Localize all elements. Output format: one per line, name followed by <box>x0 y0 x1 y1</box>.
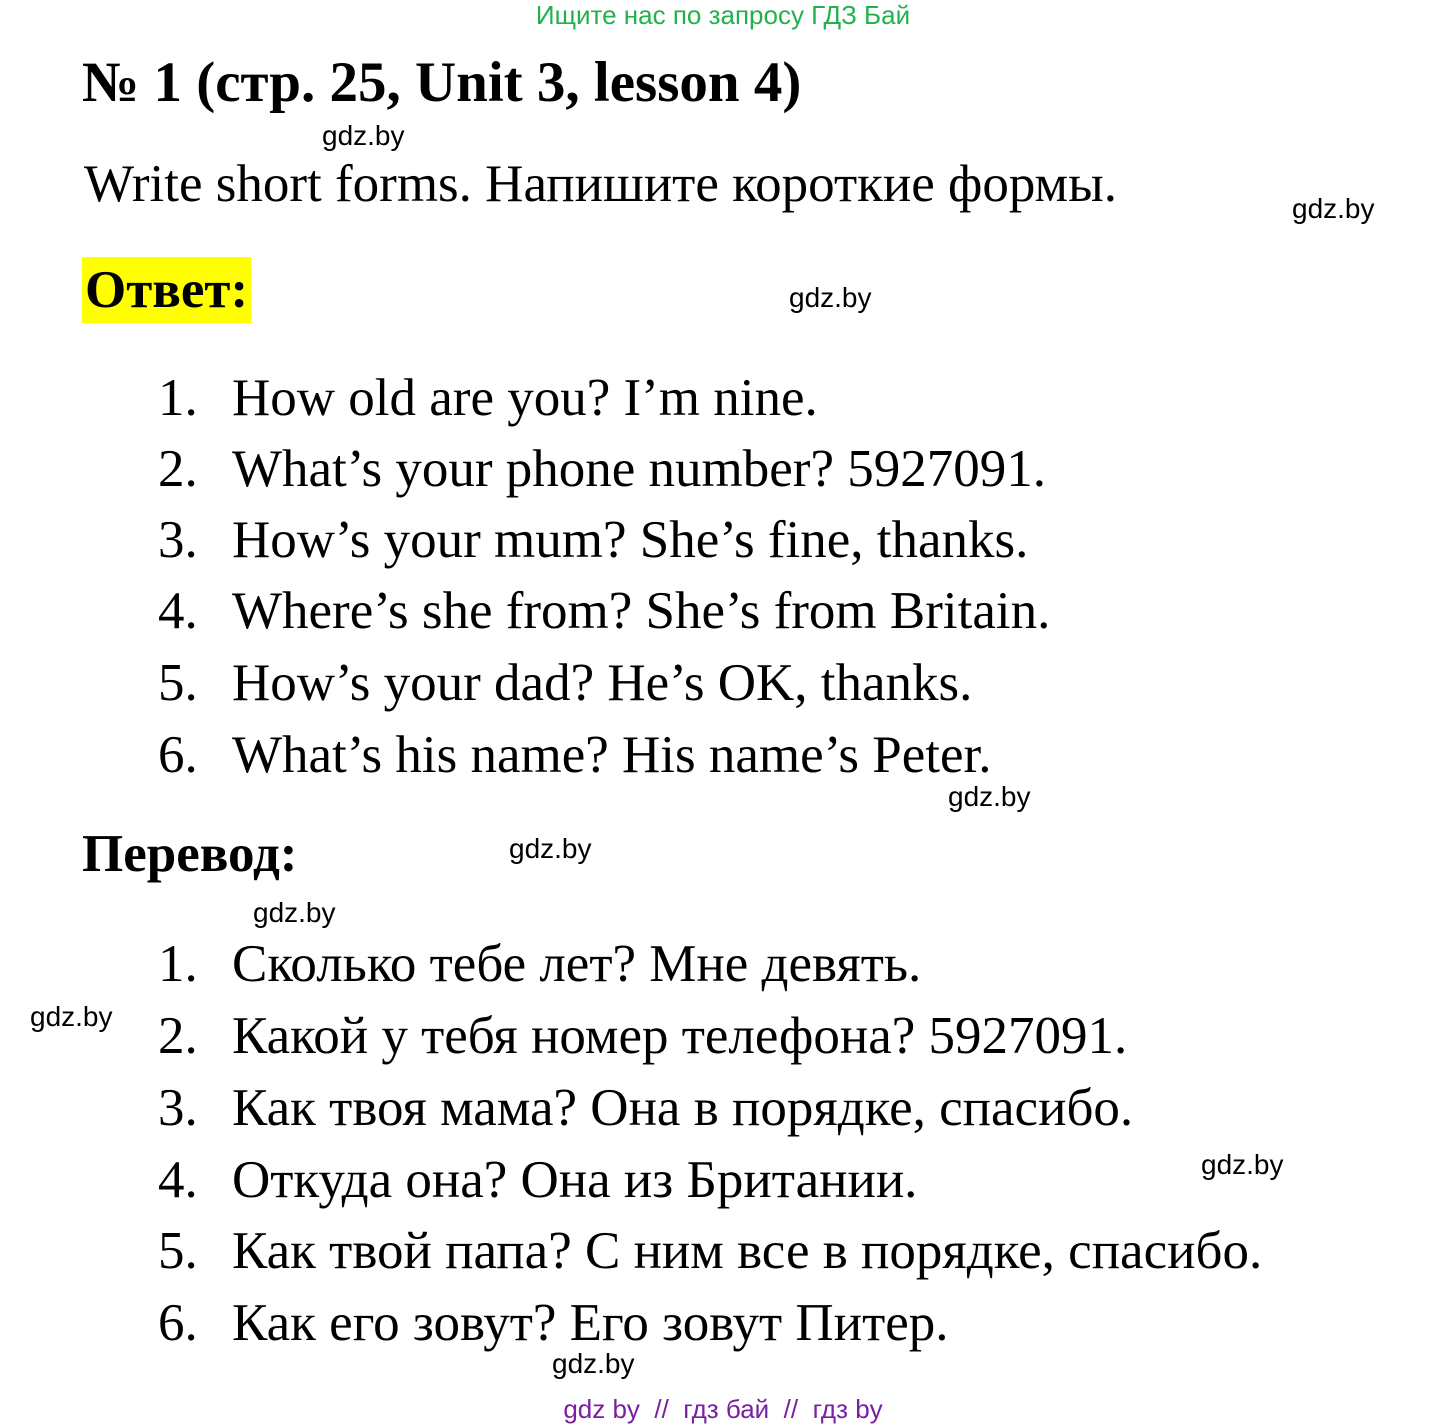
item-text: How’s your dad? He’s OK, thanks. <box>232 654 973 712</box>
answer-item-2 <box>158 439 1046 499</box>
translation-item-2 <box>158 1006 1127 1066</box>
item-number: 2. <box>158 440 198 498</box>
item-number: 1. <box>158 369 198 427</box>
watermark: gdz.by <box>552 1348 635 1379</box>
watermark: gdz.by <box>1292 193 1375 224</box>
item-number: 3. <box>158 1079 198 1137</box>
translation-heading: Перевод: <box>82 825 298 883</box>
item-text: What’s your phone number? 5927091. <box>232 440 1046 498</box>
item-number: 4. <box>158 1151 198 1209</box>
footer-link-gdz-by-cyr[interactable]: гдз by <box>812 1394 883 1424</box>
footer-link-gdz-bai[interactable]: гдз бай <box>683 1394 770 1424</box>
item-text: What’s his name? His name’s Peter. <box>232 726 992 784</box>
watermark: gdz.by <box>509 833 592 864</box>
watermark: gdz.by <box>789 282 872 313</box>
item-text: Откуда она? Она из Британии. <box>232 1151 918 1209</box>
translation-item-1 <box>158 934 921 994</box>
answer-item-3 <box>158 510 1028 570</box>
item-text: Как его зовут? Его зовут Питер. <box>232 1294 949 1352</box>
answer-item-4 <box>158 581 1050 641</box>
watermark: gdz.by <box>322 120 405 151</box>
answer-heading: Ответ: <box>82 257 251 323</box>
item-number: 6. <box>158 1294 198 1352</box>
translation-item-3 <box>158 1078 1133 1138</box>
top-banner[interactable]: Ищите нас по запросу ГДЗ Бай <box>535 0 911 30</box>
item-number: 5. <box>158 1222 198 1280</box>
item-number: 3. <box>158 511 198 569</box>
translation-item-5 <box>158 1221 1262 1281</box>
answer-item-5 <box>158 653 972 713</box>
item-text: Сколько тебе лет? Мне девять. <box>232 935 922 993</box>
item-number: 1. <box>158 935 198 993</box>
answer-item-1 <box>158 368 818 428</box>
translation-item-4 <box>158 1150 917 1210</box>
watermark: gdz.by <box>253 897 336 928</box>
task-text: Write short forms. Напишите короткие формы. <box>84 155 1117 213</box>
item-text: Какой у тебя номер телефона? 5927091. <box>232 1007 1128 1065</box>
item-number: 6. <box>158 726 198 784</box>
watermark: gdz.by <box>948 781 1031 812</box>
watermark: gdz.by <box>30 1001 113 1032</box>
item-number: 4. <box>158 582 198 640</box>
item-text: How’s your mum? She’s fine, thanks. <box>232 511 1029 569</box>
answer-item-6 <box>158 725 992 785</box>
item-number: 2. <box>158 1007 198 1065</box>
footer-separator: // <box>654 1394 669 1424</box>
item-text: How old are you? I’m nine. <box>232 369 818 427</box>
item-text: Как твой папа? С ним все в порядке, спасибо. <box>232 1222 1263 1280</box>
footer-link-gdz-by[interactable]: gdz by <box>563 1394 640 1424</box>
footer-links <box>0 1394 1446 1425</box>
watermark: gdz.by <box>1201 1149 1284 1180</box>
item-text: Where’s she from? She’s from Britain. <box>232 582 1051 640</box>
exercise-title: № 1 (стр. 25, Unit 3, lesson 4) <box>82 51 802 114</box>
footer-separator: // <box>783 1394 799 1424</box>
item-number: 5. <box>158 654 198 712</box>
item-text: Как твоя мама? Она в порядке, спасибо. <box>232 1079 1134 1137</box>
translation-item-6 <box>158 1293 949 1353</box>
